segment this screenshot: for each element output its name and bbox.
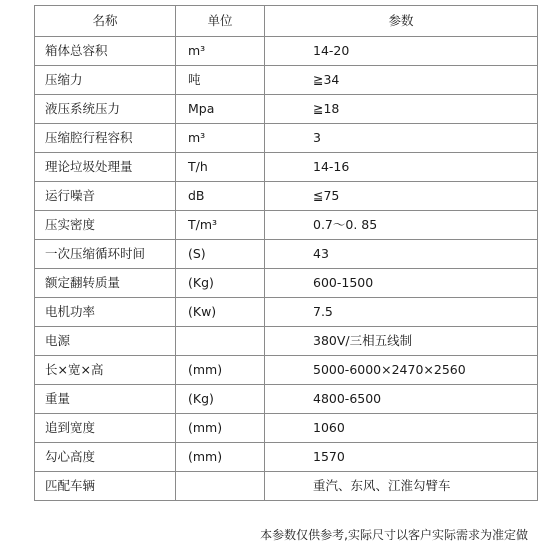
header-row [35, 6, 538, 37]
table-row [35, 385, 538, 414]
row-name: 理论垃圾处理量 [35, 153, 176, 182]
row-name: 匹配车辆 [35, 472, 176, 501]
row-unit: m³ [176, 124, 265, 153]
row-value: 14-20 [265, 37, 538, 66]
table-row [35, 269, 538, 298]
row-value: 380V/三相五线制 [265, 327, 538, 356]
row-name: 压缩腔行程容积 [35, 124, 176, 153]
row-value: 4800-6500 [265, 385, 538, 414]
row-unit: (mm) [176, 414, 265, 443]
row-value: 1060 [265, 414, 538, 443]
table-row [35, 66, 538, 95]
row-unit: (Kw) [176, 298, 265, 327]
row-name: 额定翻转质量 [35, 269, 176, 298]
row-name: 一次压缩循环时间 [35, 240, 176, 269]
table-row [35, 356, 538, 385]
row-name: 重量 [35, 385, 176, 414]
row-unit: T/h [176, 153, 265, 182]
row-unit: (Kg) [176, 385, 265, 414]
row-value: 7.5 [265, 298, 538, 327]
table-row [35, 37, 538, 66]
row-name: 压缩力 [35, 66, 176, 95]
row-value: 600-1500 [265, 269, 538, 298]
table-row [35, 124, 538, 153]
table-row [35, 240, 538, 269]
table-row [35, 327, 538, 356]
table-row [35, 298, 538, 327]
row-value: 0.7～0. 85 [265, 211, 538, 240]
row-unit: dB [176, 182, 265, 211]
row-value: 14-16 [265, 153, 538, 182]
table-row [35, 443, 538, 472]
row-unit: (mm) [176, 443, 265, 472]
row-value: 重汽、东风、江淮勾臂车 [265, 472, 538, 501]
header-name: 名称 [35, 6, 176, 37]
row-unit: 吨 [176, 66, 265, 95]
row-name: 勾心高度 [35, 443, 176, 472]
row-unit: T/m³ [176, 211, 265, 240]
row-value: 1570 [265, 443, 538, 472]
row-unit: (mm) [176, 356, 265, 385]
table-row [35, 472, 538, 501]
table-row [35, 414, 538, 443]
row-name: 运行噪音 [35, 182, 176, 211]
table-row [35, 211, 538, 240]
row-value: ≦75 [265, 182, 538, 211]
row-unit: (S) [176, 240, 265, 269]
row-name: 电机功率 [35, 298, 176, 327]
table-row [35, 95, 538, 124]
row-unit [176, 327, 265, 356]
row-name: 压实密度 [35, 211, 176, 240]
row-value: 3 [265, 124, 538, 153]
row-name: 液压系统压力 [35, 95, 176, 124]
header-value: 参数 [265, 6, 538, 37]
row-unit: m³ [176, 37, 265, 66]
footnote: 本参数仅供参考,实际尺寸以客户实际需求为准定做 [260, 528, 528, 542]
spec-table [34, 5, 538, 501]
row-value: ≧34 [265, 66, 538, 95]
row-unit [176, 472, 265, 501]
table-row [35, 153, 538, 182]
table-row [35, 182, 538, 211]
row-unit: (Kg) [176, 269, 265, 298]
row-value: ≧18 [265, 95, 538, 124]
row-value: 43 [265, 240, 538, 269]
row-name: 电源 [35, 327, 176, 356]
row-name: 追到宽度 [35, 414, 176, 443]
row-name: 箱体总容积 [35, 37, 176, 66]
row-unit: Mpa [176, 95, 265, 124]
header-unit: 单位 [176, 6, 265, 37]
row-value: 5000-6000×2470×2560 [265, 356, 538, 385]
row-name: 长×宽×高 [35, 356, 176, 385]
